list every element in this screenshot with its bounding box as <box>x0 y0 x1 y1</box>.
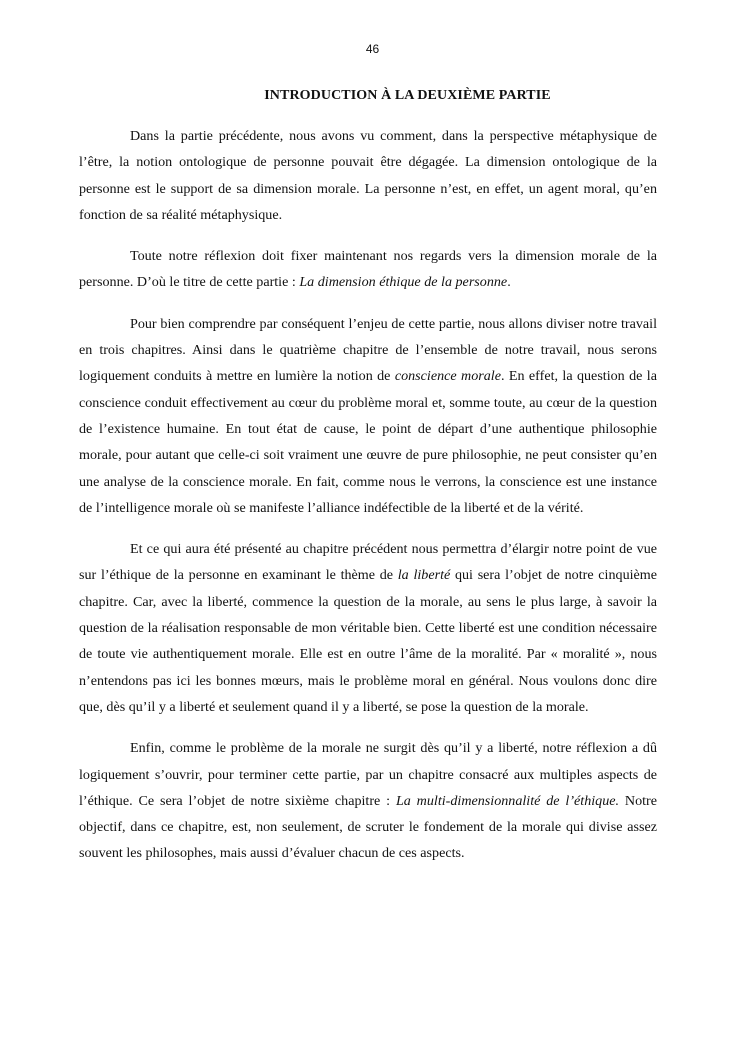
page-number: 46 <box>365 42 380 56</box>
emphasized-text: La dimension éthique de la personne <box>299 274 508 291</box>
emphasized-text: La multi-dimensionnalité de l’éthique. <box>395 792 620 809</box>
section-title: INTRODUCTION À LA DEUXIÈME PARTIE <box>264 88 551 103</box>
paragraph-text: Notre objectif, dans ce chapitre, est, non seulement, de scruter le fondement de la morale qui divise assez souvent les philosophes, mais aussi d’évaluer chacun de ces aspects. <box>79 792 658 862</box>
paragraph-3 <box>79 311 657 521</box>
paragraph-5 <box>79 735 657 866</box>
paragraph-text: Dans la partie précédente, nous avons vu comment, dans la perspective métaphysique de l’être, la notion ontologique de personne pouvait être dégagée. La dimension ontologique de la personne est le support de sa dimension morale. La personne n’est, en effet, un agent moral, qu’en fonction de sa réalité métaphysique. <box>79 128 657 223</box>
body-text <box>79 123 657 882</box>
paragraph-text: Toute notre réflexion doit fixer maintenant nos regards vers la dimension morale de la personne. D’où le titre de cette partie : <box>79 248 657 291</box>
emphasized-text: conscience morale <box>394 368 501 385</box>
paragraph-text: Et ce qui aura été présenté au chapitre précédent nous permettra d’élargir notre point de vue sur l’éthique de la personne en examinant le thème de <box>79 541 657 584</box>
paragraph-4 <box>79 536 657 720</box>
paragraph-text: Enfin, comme le problème de la morale ne surgit dès qu’il y a liberté, notre réflexion a dû logiquement s’ouvrir, pour terminer cette partie, par un chapitre consacré aux multiples aspects de l’éthique. Ce sera l’objet de notre sixième chapitre : <box>79 740 657 809</box>
paragraph-text: . <box>507 274 511 291</box>
paragraph-text: qui sera l’objet de notre cinquième chapitre. Car, avec la liberté, commence la question de la morale, au sens le plus large, à savoir la question de la réalisation responsable de mon véritable bien. Cette liberté est une condition nécessaire de toute vie authentiquement morale. Elle est en outre l’âme de la moralité. Par « moralité », nous n’entendons pas ici les bonnes mœurs, mais le problème moral en général. Nous voulons donc dire que, dès qu’il y a liberté et seulement quand il y a liberté, se pose la question de la morale. <box>79 567 658 715</box>
paragraph-1 <box>79 123 657 228</box>
paragraph-text: . En effet, la question de la conscience conduit effectivement au cœur du problème moral et, somme toute, au cœur de la question de l’existence humaine. En tout état de cause, le point de départ d’une authentique philosophie morale, pour autant que celle-ci soit vraiment une œuvre de pure philosophie, ne peut consister qu’en une analyse de la conscience morale. En fait, comme nous le verrons, la conscience est une instance de l’intelligence morale où se manifeste l’alliance indéfectible de la liberté et de la vérité. <box>79 368 657 516</box>
emphasized-text: la liberté <box>397 567 451 584</box>
paragraph-text: Pour bien comprendre par conséquent l’enjeu de cette partie, nous allons diviser notre travail en trois chapitres. Ainsi dans le quatrième chapitre de l’ensemble de notre travail, nous serons logiquement conduits à mettre en lumière la notion de <box>79 315 657 385</box>
paragraph-2 <box>79 243 657 296</box>
